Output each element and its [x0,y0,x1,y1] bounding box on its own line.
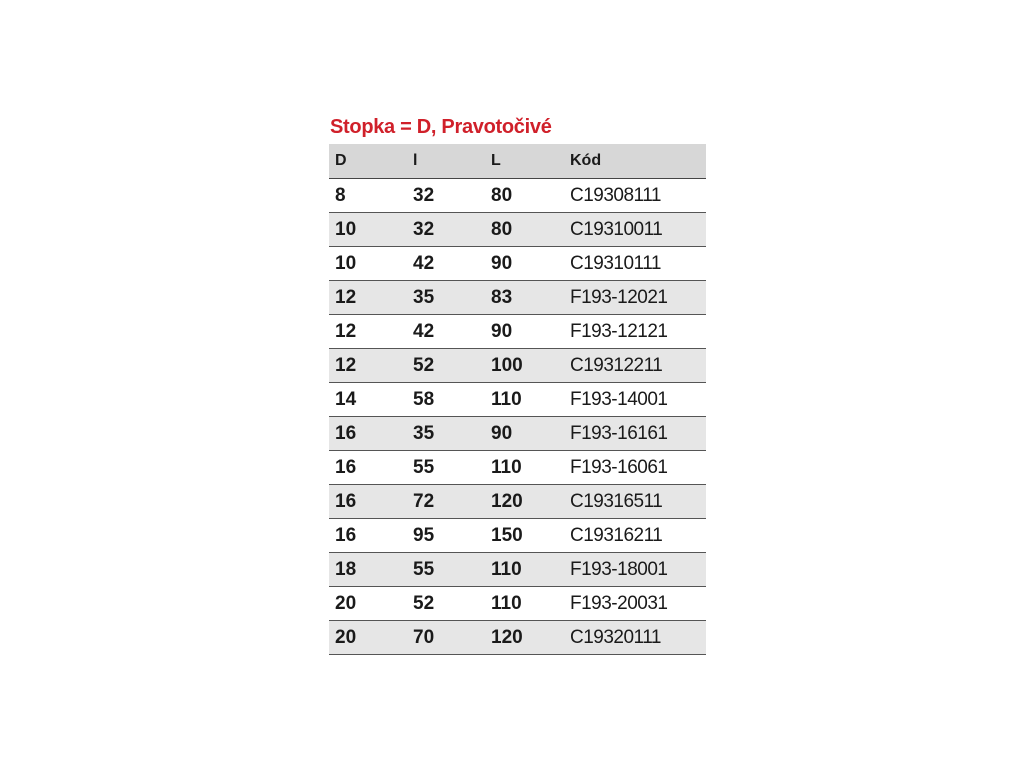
column-header-l: l [407,144,485,179]
cell-d: 16 [329,519,407,553]
cell-l: 35 [407,417,485,451]
cell-l: 70 [407,621,485,655]
cell-d: 20 [329,621,407,655]
cell-d: 10 [329,247,407,281]
cell-kod: F193-16061 [564,451,706,485]
cell-L: 80 [485,179,564,213]
cell-kod: C19308111 [564,179,706,213]
table-row [329,519,706,553]
cell-l: 32 [407,213,485,247]
table-row [329,485,706,519]
cell-kod: C19320111 [564,621,706,655]
table-row [329,587,706,621]
cell-L: 110 [485,553,564,587]
cell-kod: C19310011 [564,213,706,247]
cell-l: 52 [407,587,485,621]
cell-l: 32 [407,179,485,213]
cell-d: 16 [329,451,407,485]
cell-l: 72 [407,485,485,519]
cell-L: 150 [485,519,564,553]
cell-kod: C19316511 [564,485,706,519]
table-header [329,144,706,179]
table-row [329,247,706,281]
cell-d: 12 [329,281,407,315]
cell-L: 90 [485,315,564,349]
cell-l: 42 [407,315,485,349]
cell-d: 18 [329,553,407,587]
cell-kod: C19312211 [564,349,706,383]
cell-kod: F193-18001 [564,553,706,587]
cell-d: 8 [329,179,407,213]
table-row [329,451,706,485]
cell-l: 95 [407,519,485,553]
cell-l: 42 [407,247,485,281]
cell-kod: F193-12021 [564,281,706,315]
column-header-kod: Kód [564,144,706,179]
cell-d: 16 [329,417,407,451]
cell-d: 12 [329,349,407,383]
cell-kod: F193-20031 [564,587,706,621]
header-row [329,144,706,179]
table-row [329,621,706,655]
cell-d: 10 [329,213,407,247]
cell-L: 120 [485,621,564,655]
cell-L: 120 [485,485,564,519]
spec-table-block [329,112,706,655]
cell-L: 80 [485,213,564,247]
column-header-d: D [329,144,407,179]
table-row [329,383,706,417]
table-row [329,349,706,383]
cell-L: 110 [485,451,564,485]
cell-L: 90 [485,247,564,281]
cell-kod: F193-12121 [564,315,706,349]
cell-l: 52 [407,349,485,383]
cell-L: 110 [485,587,564,621]
cell-kod: F193-14001 [564,383,706,417]
cell-d: 20 [329,587,407,621]
cell-L: 110 [485,383,564,417]
cell-kod: F193-16161 [564,417,706,451]
cell-kod: C19310111 [564,247,706,281]
cell-d: 14 [329,383,407,417]
cell-l: 55 [407,451,485,485]
cell-L: 90 [485,417,564,451]
spec-table [329,144,706,655]
column-header-L: L [485,144,564,179]
cell-L: 83 [485,281,564,315]
table-row [329,179,706,213]
table-row [329,281,706,315]
cell-l: 55 [407,553,485,587]
table-row [329,315,706,349]
cell-L: 100 [485,349,564,383]
cell-d: 12 [329,315,407,349]
cell-d: 16 [329,485,407,519]
table-row [329,417,706,451]
cell-l: 58 [407,383,485,417]
table-title: Stopka = D, Pravotočivé [330,116,552,138]
table-body [329,179,706,655]
cell-l: 35 [407,281,485,315]
cell-kod: C19316211 [564,519,706,553]
table-row [329,553,706,587]
table-row [329,213,706,247]
